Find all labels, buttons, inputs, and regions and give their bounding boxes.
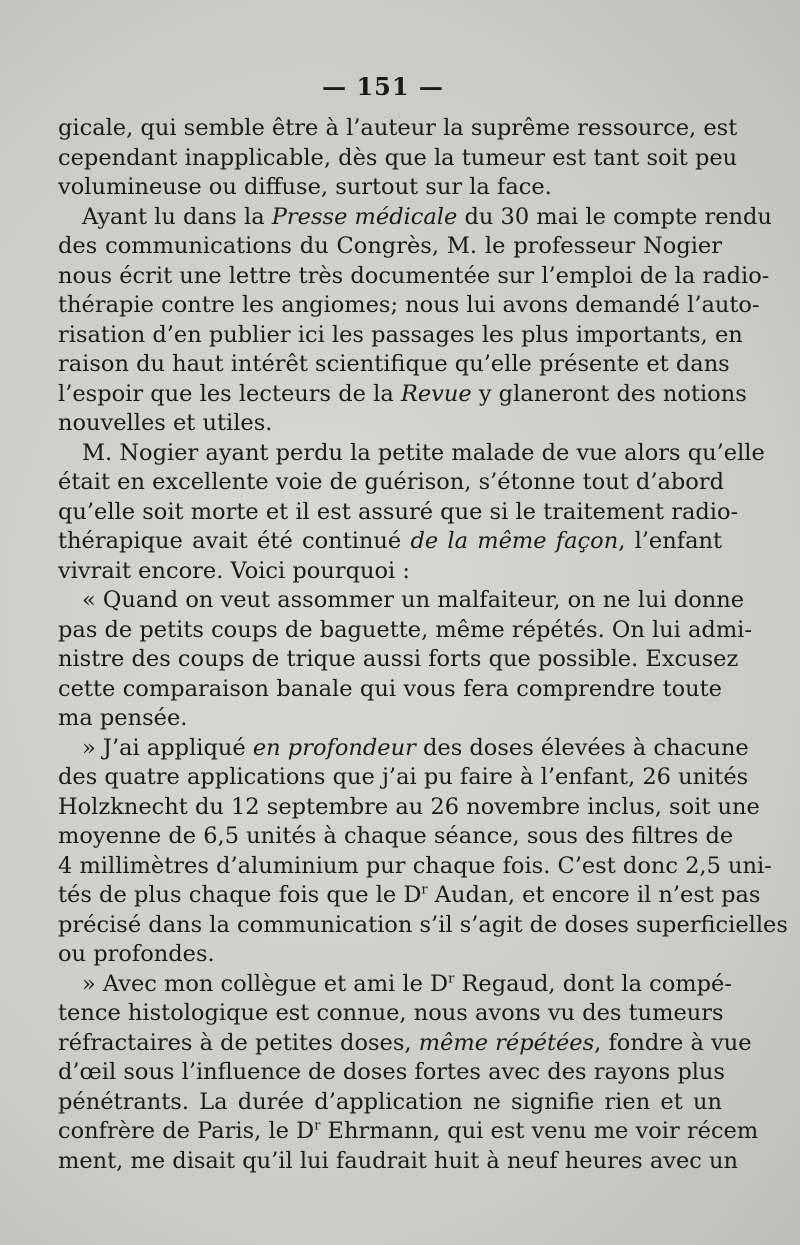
italic-text: même répétées [418,1029,595,1056]
text-segment: Ayant lu dans la [82,203,272,230]
text-line [58,144,738,174]
text-line [58,1117,759,1147]
text-line [58,911,788,941]
text-segment: ment, me disait qu’il lui faudrait huit à neuf heures avec un [58,1147,739,1174]
text-segment: pénétrants. La durée d’application ne signifie rien et un [58,1088,722,1115]
superscript: r [448,971,455,986]
text-line [58,439,765,469]
text-segment: » Avec mon collègue et ami le D [82,970,449,997]
italic-text: Revue [400,380,472,407]
text-segment: , l’enfant [618,528,723,554]
text-segment: Ehrmann, qui est venu me voir récem [320,1118,759,1144]
text-segment: du 30 mai le compte rendu [457,203,772,230]
text-segment: ou profondes. [58,941,215,967]
text-line [58,999,722,1029]
text-segment: confrère de Paris, le D [58,1118,315,1144]
text-segment: volumineuse ou diffuse, surtout sur la face. [58,174,552,200]
text-segment: nouvelles et utiles. [58,410,273,436]
text-line [58,704,722,734]
text-line [58,114,738,144]
text-segment: des quatre applications que j’ai pu faire à l’enfant, 26 unités [58,764,749,790]
text-segment: précisé dans la communication s’il s’agit de doses superficielles [58,911,788,938]
text-segment: Audan, et encore il n’est pas [427,882,761,908]
text-segment: raison du haut intérêt scientifique qu’elle présente et dans [58,351,730,377]
text-segment: qu’elle soit morte et il est assuré que si le traitement radio- [58,498,739,525]
text-line [58,734,749,764]
superscript: r [314,1118,321,1134]
text-segment: était en excellente voie de guérison, s’étonne tout d’abord [58,469,724,495]
text-line [58,527,722,557]
text-line [58,645,739,675]
italic-text: de la même façon [410,528,619,554]
text-segment: tence histologique est connue, nous avons vu des tumeurs [58,1000,724,1026]
text-segment: ma pensée. [58,705,188,731]
text-segment: Regaud, dont la compé- [454,970,732,997]
text-segment: tés de plus chaque fois que le D [58,882,422,908]
text-line [58,557,722,587]
text-line [58,1029,752,1059]
text-segment: cependant inapplicable, dès que la tumeur est tant soit peu [58,144,738,171]
text-segment: risation d’en publier ici les passages les plus importants, en [58,321,743,348]
text-line [58,291,760,321]
text-segment: réfractaires à de petites doses, [58,1029,419,1056]
text-line [58,940,722,970]
text-line [58,321,743,351]
text-line [58,409,722,439]
text-line [58,852,772,882]
text-segment: 4 millimètres d’aluminium pur chaque fois. C’est donc 2,5 uni- [58,852,772,879]
text-line [58,468,722,498]
text-segment: nous écrit une lettre très documentée sur l’emploi de la radio- [58,262,770,289]
text-segment: thérapique avait été continué [58,528,411,554]
text-segment: d’œil sous l’influence de doses fortes avec des rayons plus [58,1059,725,1085]
text-segment: thérapie contre les angiomes; nous lui avons demandé l’auto- [58,292,760,318]
text-line [58,232,722,262]
text-line [58,586,745,616]
text-line [58,675,722,705]
text-line [58,1088,722,1118]
text-line [58,822,734,852]
text-segment: y glaneront des notions [471,380,747,407]
text-segment: Holzknecht du 12 septembre au 26 novembre inclus, soit une [58,793,760,820]
text-segment: pas de petits coups de baguette, même répétés. On lui admi- [58,616,752,643]
text-segment: des communications du Congrès, M. le professeur Nogier [58,233,722,259]
text-segment: des doses élevées à chacune [415,734,749,761]
text-segment: » J’ai appliqué [82,734,253,761]
body-text [58,114,788,1176]
superscript: r [421,882,428,898]
text-line [58,1147,739,1177]
text-line [58,380,747,410]
text-line [58,881,761,911]
text-line [58,970,732,1000]
text-line [58,793,760,823]
text-segment: vivrait encore. Voici pourquoi : [58,557,410,584]
italic-text: en profondeur [252,734,416,761]
text-line [58,173,722,203]
text-segment: M. Nogier ayant perdu la petite malade de vue alors qu’elle [82,439,765,466]
text-segment: , fondre à vue [594,1029,752,1056]
text-line [58,1058,725,1088]
page-number: — 151 — [322,72,444,101]
text-line [58,350,730,380]
text-line [58,498,739,528]
text-line [58,203,772,233]
text-segment: gicale, qui semble être à l’auteur la suprême ressource, est [58,115,738,141]
text-segment: nistre des coups de trique aussi forts que possible. Excusez [58,646,739,672]
italic-text: Presse médicale [271,203,458,230]
text-segment: l’espoir que les lecteurs de la [58,380,401,407]
text-line [58,262,770,292]
text-segment: cette comparaison banale qui vous fera comprendre toute [58,675,722,702]
text-line [58,763,749,793]
text-line [58,616,752,646]
text-segment: « Quand on veut assommer un malfaiteur, on ne lui donne [82,587,745,613]
text-segment: moyenne de 6,5 unités à chaque séance, sous des filtres de [58,823,734,849]
